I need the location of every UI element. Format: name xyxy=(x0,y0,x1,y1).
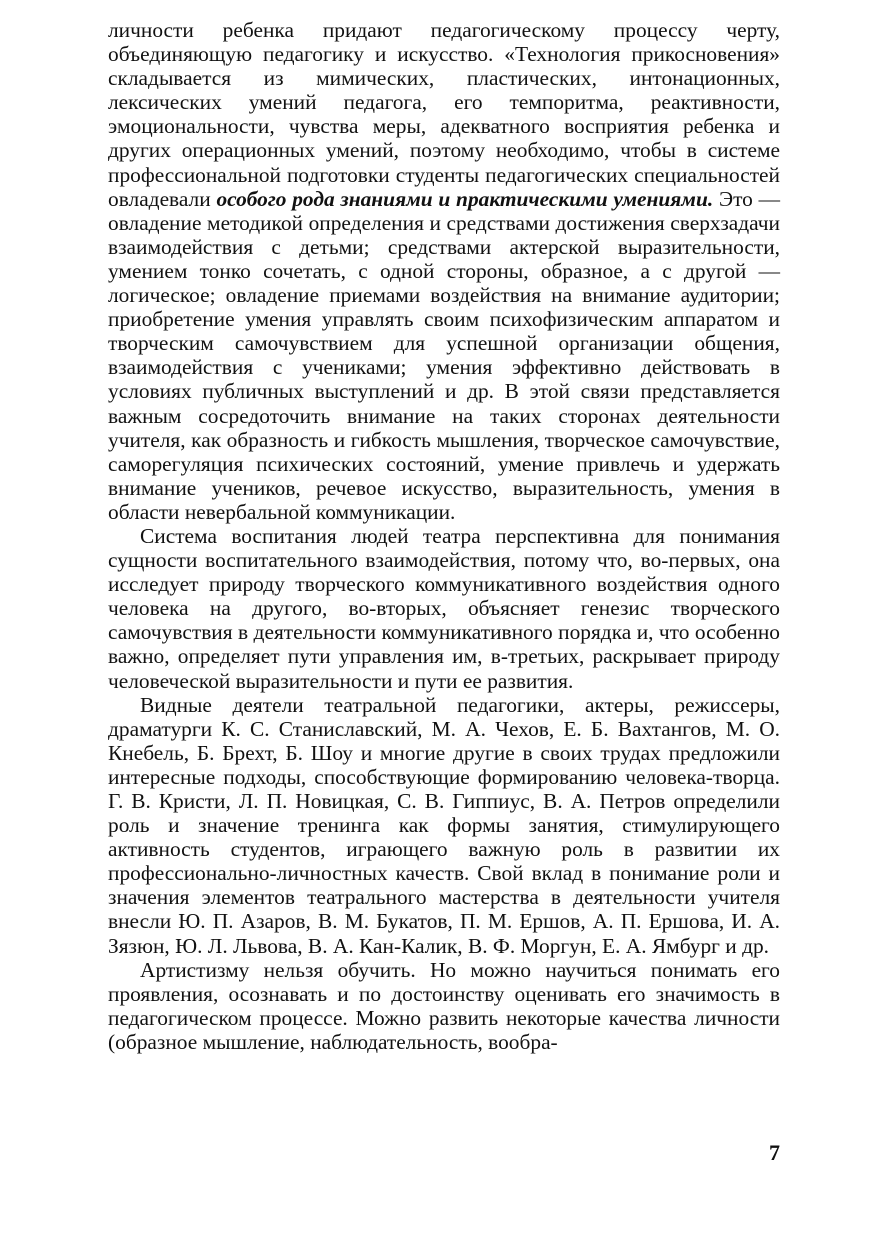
paragraph-4 xyxy=(108,958,780,1054)
paragraph-1 xyxy=(108,18,780,524)
page-body-text xyxy=(108,18,780,1054)
paragraph-1-text-a: личности ребенка придают педагогическому процессу черту, объединяющую педагогику и искусство. «Технология прикосновения» складывается из мимических, пластических, интонационных, лексических умений педагога, его темпоритма, реактивности, эмоциональности, чувства меры, адекватного восприятия ребенка и других операционных умений, поэтому необходимо, чтобы в системе профессиональной подготовки студенты педагогических специальностей овладевали xyxy=(108,18,780,211)
paragraph-2 xyxy=(108,524,780,693)
paragraph-4-text: Артистизму нельзя обучить. Но можно научиться понимать его проявления, осознавать и по достоинству оценивать его значимость в педагогическом процессе. Можно развить некоторые качества личности (образное мышление, наблюдательность, вообра- xyxy=(108,957,780,1054)
paragraph-3 xyxy=(108,693,780,958)
paragraph-1-text-b: Это — овладение методикой определения и средствами достижения сверхзадачи взаимодействия с детьми; средствами актерской выразительности, умением тонко сочетать, с одной стороны, образное, а с другой — логическое; овладение приемами воздействия на внимание аудитории; приобретение умения управлять своим психофизическим аппаратом и творческим самочувствием для успешной организации общения, взаимодействия с учениками; умения эффективно действовать в условиях публичных выступлений и др. В этой связи представляется важным сосредоточить внимание на таких сторонах деятельности учителя, как образность и гибкость мышления, творческое самочувствие, саморегуляция психических состояний, умение привлечь и удержать внимание учеников, речевое искусство, выразительность, умения в области невербальной коммуникации. xyxy=(108,186,780,524)
paragraph-2-text: Система воспитания людей театра перспективна для понимания сущности воспитательного взаимодействия, потому что, во-первых, она исследует природу творческого коммуникативного воздействия одного человека на другого, во-вторых, объясняет генезис творческого самочувствия в деятельности коммуникативного порядка и, что особенно важно, определяет пути управления им, в-третьих, раскрывает природу человеческой выразительности и пути ее развития. xyxy=(108,523,780,693)
paragraph-1-emphasis: особого рода знаниями и практическими умениями. xyxy=(216,186,714,211)
page-number: 7 xyxy=(769,1140,780,1165)
paragraph-3-text: Видные деятели театральной педагогики, актеры, режиссеры, драматурги К. С. Станиславский, М. А. Чехов, Е. Б. Вахтангов, М. О. Кнебель, Б. Брехт, Б. Шоу и многие другие в своих трудах предложили интересные подходы, способствующие формированию человека-творца. Г. В. Кристи, Л. П. Новицкая, С. В. Гиппиус, В. А. Петров определили роль и значение тренинга как формы занятия, стимулирующего активность студентов, играющего важную роль в развитии их профессионально-личностных качеств. Свой вклад в понимание роли и значения элементов театрального мастерства в деятельности учителя внесли Ю. П. Азаров, В. М. Букатов, П. М. Ершов, А. П. Ершова, И. А. Зязюн, Ю. Л. Львова, В. А. Кан-Калик, В. Ф. Моргун, Е. А. Ямбург и др. xyxy=(108,692,780,958)
